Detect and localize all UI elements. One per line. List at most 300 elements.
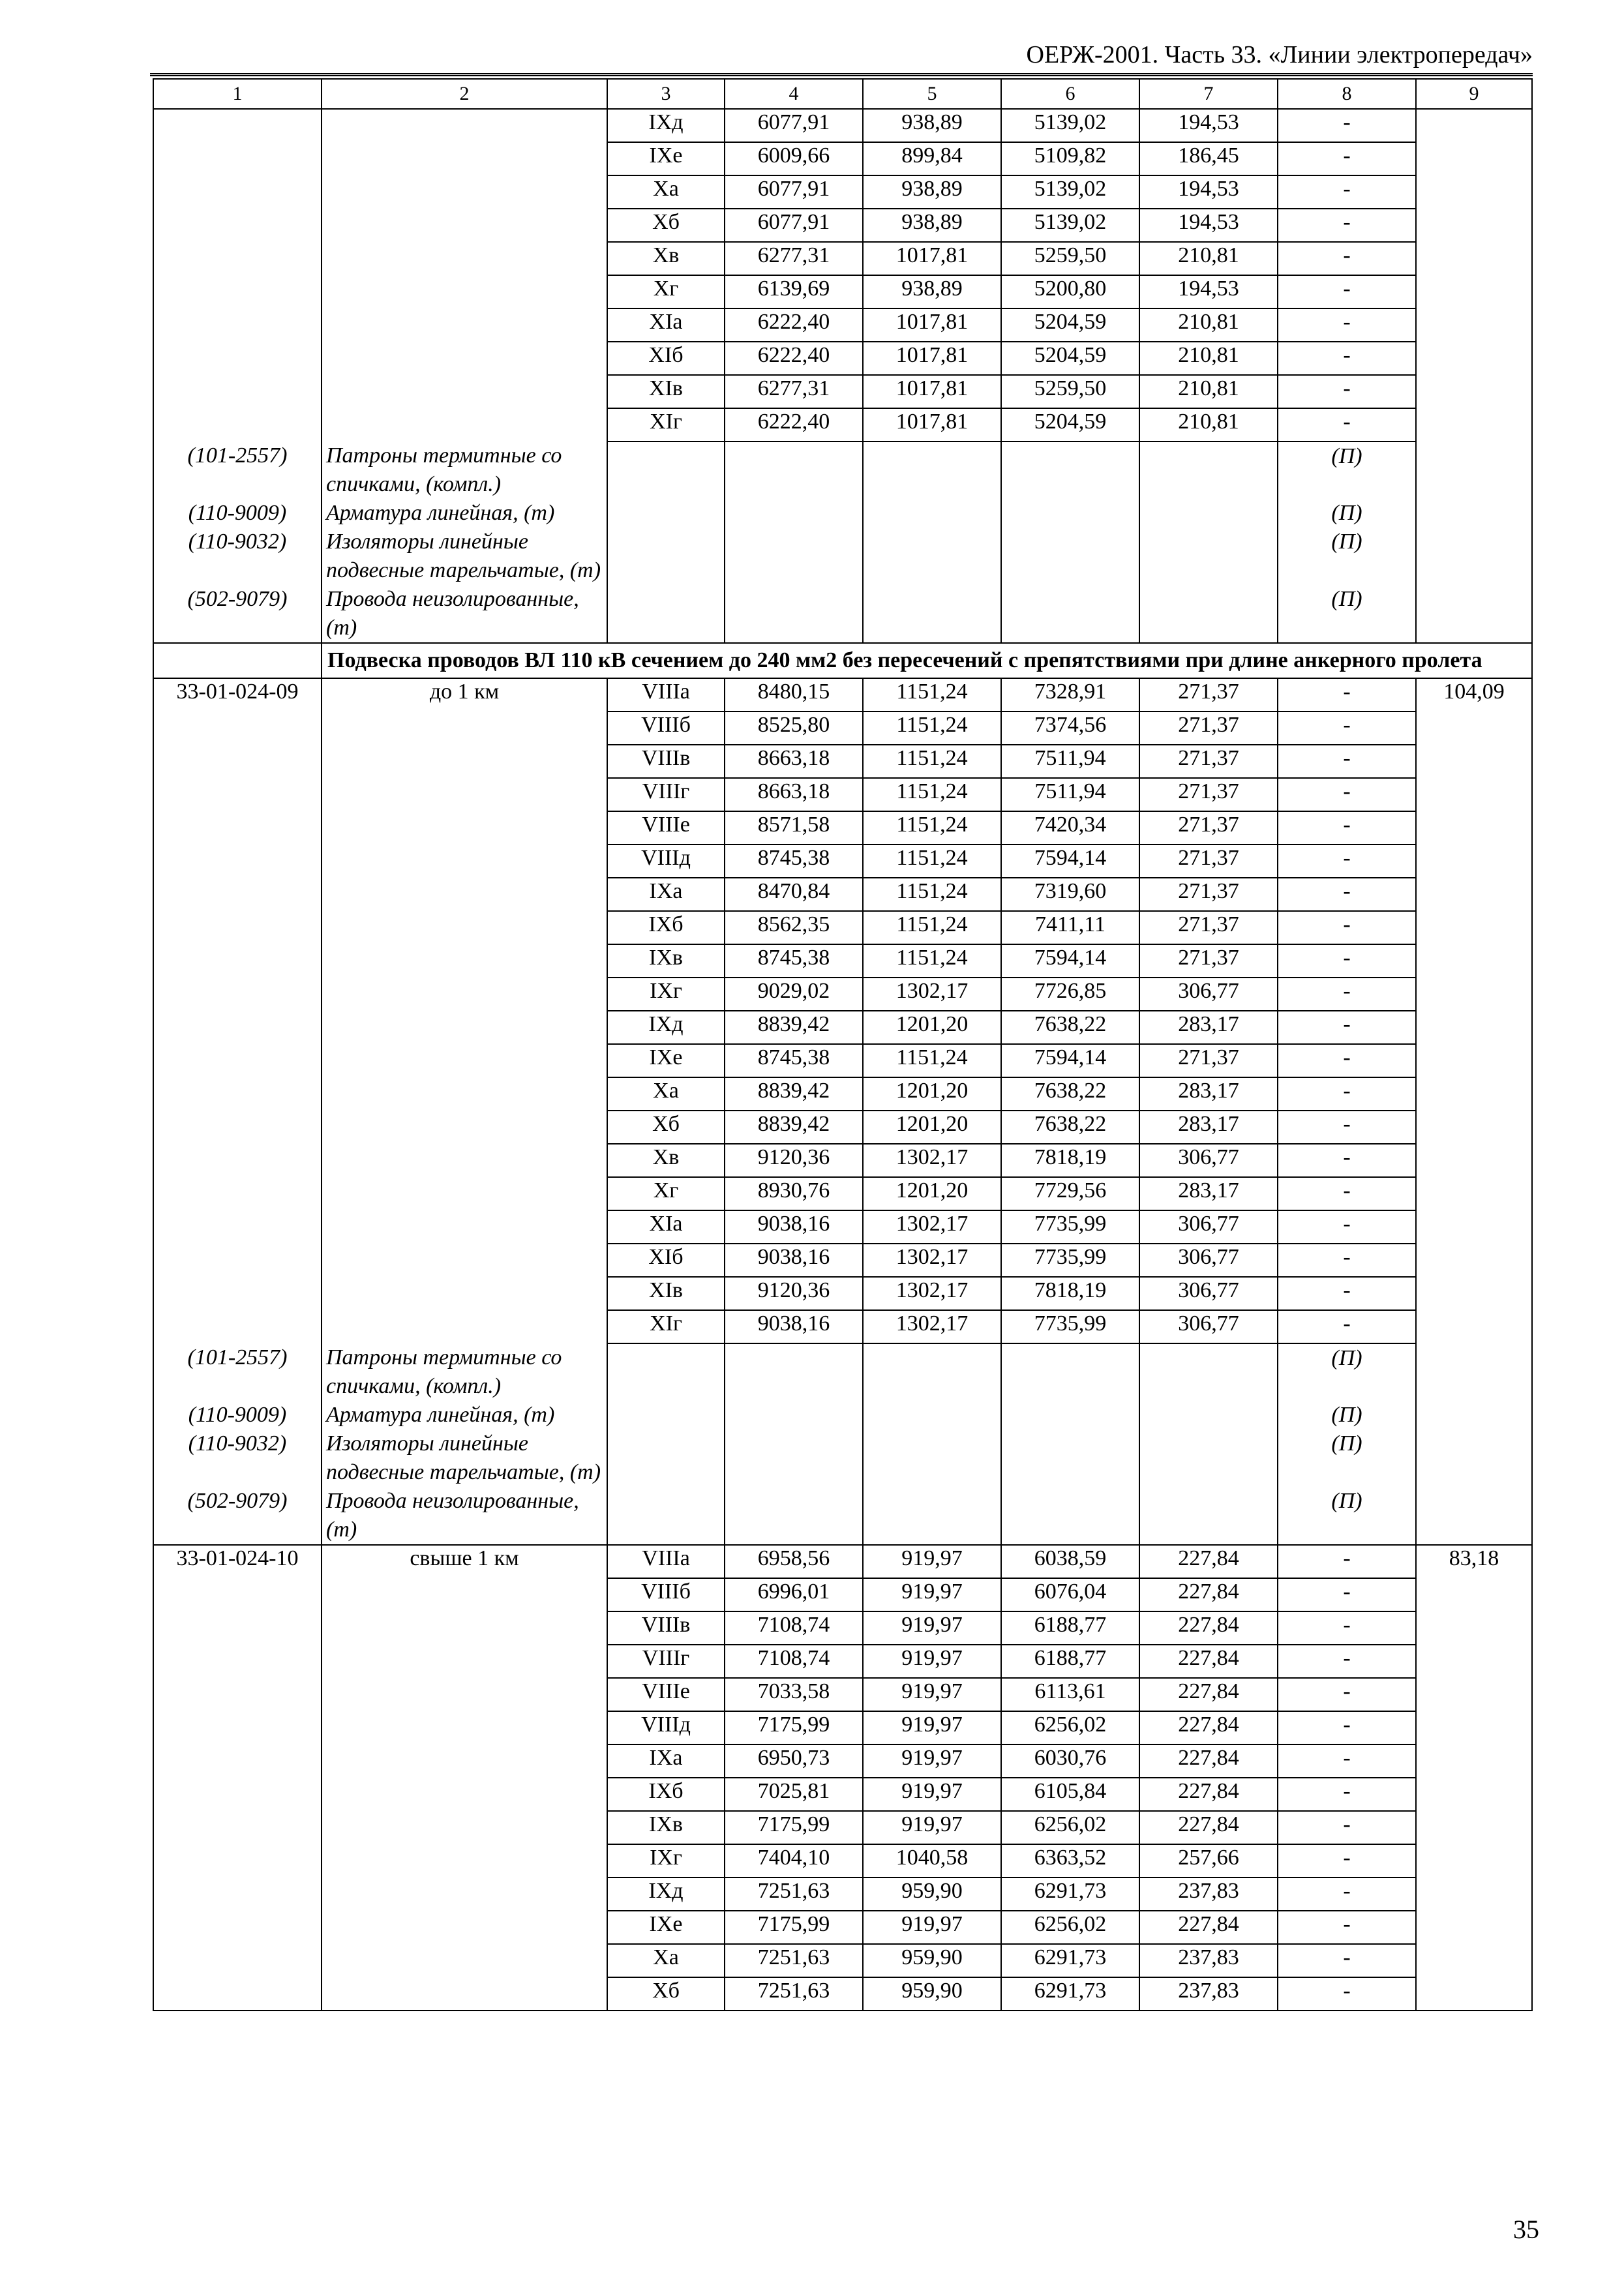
value-cell: IXв xyxy=(607,1811,725,1844)
material-mark-cell: (П) xyxy=(1278,585,1416,643)
value-cell: 257,66 xyxy=(1139,1844,1278,1878)
item-code-cell xyxy=(153,142,322,175)
coefficient-cell xyxy=(1416,1177,1532,1210)
item-name-cell xyxy=(322,778,607,811)
value-cell: 7638,22 xyxy=(1001,1011,1139,1044)
value-cell: - xyxy=(1278,275,1416,308)
empty-cell xyxy=(1416,585,1532,643)
table-row xyxy=(153,1177,1532,1210)
item-code-cell xyxy=(153,308,322,342)
material-mark-cell: (П) xyxy=(1278,1487,1416,1545)
value-cell: - xyxy=(1278,308,1416,342)
value-cell: 7108,74 xyxy=(725,1645,863,1678)
coefficient-cell xyxy=(1416,175,1532,209)
coefficient-cell: 104,09 xyxy=(1416,678,1532,711)
item-name-cell xyxy=(322,1878,607,1911)
material-code-cell: (110-9009) xyxy=(153,1401,322,1429)
coefficient-cell xyxy=(1416,1144,1532,1177)
empty-cell xyxy=(1001,499,1139,528)
value-cell: 306,77 xyxy=(1139,978,1278,1011)
value-cell: - xyxy=(1278,1177,1416,1210)
value-cell: VIIIв xyxy=(607,745,725,778)
empty-cell xyxy=(1139,1401,1278,1429)
value-cell: Xа xyxy=(607,1077,725,1111)
material-name-cell: Арматура линейная, (т) xyxy=(322,1401,607,1429)
value-cell: 7818,19 xyxy=(1001,1277,1139,1310)
table-row xyxy=(153,1578,1532,1611)
value-cell: IXд xyxy=(607,1878,725,1911)
empty-cell xyxy=(1416,1487,1532,1545)
coefficient-cell: 83,18 xyxy=(1416,1545,1532,1578)
value-cell: - xyxy=(1278,1277,1416,1310)
value-cell: Xг xyxy=(607,275,725,308)
value-cell: 6950,73 xyxy=(725,1744,863,1778)
item-name-cell xyxy=(322,1611,607,1645)
value-cell: 227,84 xyxy=(1139,1911,1278,1944)
value-cell: 8571,58 xyxy=(725,811,863,845)
value-cell: - xyxy=(1278,845,1416,878)
value-cell: 7511,94 xyxy=(1001,778,1139,811)
item-name-cell xyxy=(322,408,607,441)
item-code-cell xyxy=(153,745,322,778)
material-code-cell: (101-2557) xyxy=(153,1343,322,1401)
material-name-cell: Патроны термитные со спичками, (компл.) xyxy=(322,441,607,499)
value-cell: 237,83 xyxy=(1139,1977,1278,2011)
value-cell: - xyxy=(1278,1977,1416,2011)
item-code-cell xyxy=(153,1077,322,1111)
page-header-title: ОЕРЖ-2001. Часть 33. «Линии электропередач» xyxy=(1026,41,1533,68)
value-cell: 306,77 xyxy=(1139,1144,1278,1177)
value-cell: 8745,38 xyxy=(725,1044,863,1077)
coefficient-cell xyxy=(1416,1111,1532,1144)
rates-table xyxy=(153,78,1533,2011)
table-row xyxy=(153,308,1532,342)
item-code-cell xyxy=(153,911,322,944)
value-cell: - xyxy=(1278,242,1416,275)
value-cell: 8562,35 xyxy=(725,911,863,944)
value-cell: Xа xyxy=(607,175,725,209)
value-cell: 6139,69 xyxy=(725,275,863,308)
item-code-cell xyxy=(153,711,322,745)
material-row xyxy=(153,1429,1532,1487)
value-cell: 1201,20 xyxy=(863,1177,1001,1210)
material-mark-cell: (П) xyxy=(1278,1401,1416,1429)
empty-cell xyxy=(1416,1401,1532,1429)
value-cell: 237,83 xyxy=(1139,1944,1278,1977)
material-name-cell: Провода неизолированные, (т) xyxy=(322,1487,607,1545)
value-cell: 271,37 xyxy=(1139,745,1278,778)
value-cell: 6291,73 xyxy=(1001,1977,1139,2011)
table-row xyxy=(153,978,1532,1011)
table-row xyxy=(153,1111,1532,1144)
item-name-cell xyxy=(322,375,607,408)
material-row xyxy=(153,585,1532,643)
item-code-cell xyxy=(153,1944,322,1977)
value-cell: 899,84 xyxy=(863,142,1001,175)
value-cell: 271,37 xyxy=(1139,878,1278,911)
empty-cell xyxy=(863,1401,1001,1429)
empty-cell xyxy=(1001,441,1139,499)
coefficient-cell xyxy=(1416,242,1532,275)
value-cell: - xyxy=(1278,1111,1416,1144)
value-cell: 959,90 xyxy=(863,1944,1001,1977)
value-cell: VIIIа xyxy=(607,1545,725,1578)
material-mark-cell: (П) xyxy=(1278,528,1416,585)
empty-cell xyxy=(1139,585,1278,643)
value-cell: Xб xyxy=(607,1111,725,1144)
value-cell: - xyxy=(1278,1011,1416,1044)
value-cell: IXг xyxy=(607,1844,725,1878)
item-name-cell xyxy=(322,342,607,375)
empty-cell xyxy=(607,1487,725,1545)
value-cell: - xyxy=(1278,1077,1416,1111)
item-code-cell xyxy=(153,408,322,441)
value-cell: IXд xyxy=(607,1011,725,1044)
material-code-cell: (110-9032) xyxy=(153,1429,322,1487)
empty-cell xyxy=(153,643,322,678)
value-cell: 6222,40 xyxy=(725,308,863,342)
item-code-cell xyxy=(153,944,322,978)
material-code-cell: (502-9079) xyxy=(153,585,322,643)
column-number-cell: 4 xyxy=(725,79,863,109)
value-cell: 938,89 xyxy=(863,175,1001,209)
table-row xyxy=(153,242,1532,275)
value-cell: XIб xyxy=(607,1244,725,1277)
table-row xyxy=(153,1611,1532,1645)
value-cell: 9038,16 xyxy=(725,1210,863,1244)
table-row xyxy=(153,1044,1532,1077)
value-cell: 283,17 xyxy=(1139,1011,1278,1044)
value-cell: 7729,56 xyxy=(1001,1177,1139,1210)
material-name-cell: Провода неизолированные, (т) xyxy=(322,585,607,643)
coefficient-cell xyxy=(1416,978,1532,1011)
value-cell: 7735,99 xyxy=(1001,1210,1139,1244)
value-cell: 959,90 xyxy=(863,1878,1001,1911)
value-cell: 306,77 xyxy=(1139,1210,1278,1244)
value-cell: 1302,17 xyxy=(863,1277,1001,1310)
material-row xyxy=(153,441,1532,499)
material-mark-cell: (П) xyxy=(1278,441,1416,499)
empty-cell xyxy=(1001,528,1139,585)
value-cell: - xyxy=(1278,1044,1416,1077)
value-cell: 6291,73 xyxy=(1001,1944,1139,1977)
empty-cell xyxy=(607,441,725,499)
value-cell: - xyxy=(1278,911,1416,944)
value-cell: Xв xyxy=(607,242,725,275)
empty-cell xyxy=(1139,499,1278,528)
value-cell: 7638,22 xyxy=(1001,1077,1139,1111)
empty-cell xyxy=(725,1487,863,1545)
value-cell: 919,97 xyxy=(863,1611,1001,1645)
item-code-cell xyxy=(153,1011,322,1044)
value-cell: 210,81 xyxy=(1139,242,1278,275)
item-name-cell xyxy=(322,978,607,1011)
table-row xyxy=(153,1277,1532,1310)
value-cell: 7175,99 xyxy=(725,1711,863,1744)
value-cell: 7251,63 xyxy=(725,1944,863,1977)
value-cell: XIг xyxy=(607,408,725,441)
value-cell: 7726,85 xyxy=(1001,978,1139,1011)
item-name-cell xyxy=(322,1711,607,1744)
item-name-cell xyxy=(322,1277,607,1310)
material-name-cell: Изоляторы линейные подвесные тарельчатые, (т) xyxy=(322,528,607,585)
value-cell: 1017,81 xyxy=(863,342,1001,375)
value-cell: 227,84 xyxy=(1139,1578,1278,1611)
value-cell: XIа xyxy=(607,308,725,342)
table-row xyxy=(153,1678,1532,1711)
value-cell: 919,97 xyxy=(863,1744,1001,1778)
value-cell: 1201,20 xyxy=(863,1011,1001,1044)
value-cell: - xyxy=(1278,944,1416,978)
value-cell: - xyxy=(1278,1545,1416,1578)
item-code-cell xyxy=(153,1177,322,1210)
value-cell: VIIIд xyxy=(607,845,725,878)
value-cell: 8745,38 xyxy=(725,845,863,878)
empty-cell xyxy=(607,585,725,643)
value-cell: - xyxy=(1278,778,1416,811)
empty-cell xyxy=(863,1343,1001,1401)
material-mark-cell: (П) xyxy=(1278,1343,1416,1401)
item-code-cell xyxy=(153,1310,322,1343)
coefficient-cell xyxy=(1416,1811,1532,1844)
value-cell: 7328,91 xyxy=(1001,678,1139,711)
value-cell: 227,84 xyxy=(1139,1545,1278,1578)
value-cell: VIIIе xyxy=(607,1678,725,1711)
table-row xyxy=(153,1844,1532,1878)
value-cell: 271,37 xyxy=(1139,811,1278,845)
coefficient-cell xyxy=(1416,1611,1532,1645)
table-row xyxy=(153,944,1532,978)
material-name-cell: Изоляторы линейные подвесные тарельчатые, (т) xyxy=(322,1429,607,1487)
item-code-cell xyxy=(153,878,322,911)
value-cell: XIб xyxy=(607,342,725,375)
item-code-cell xyxy=(153,375,322,408)
table-row xyxy=(153,408,1532,441)
value-cell: VIIIб xyxy=(607,1578,725,1611)
value-cell: XIа xyxy=(607,1210,725,1244)
empty-cell xyxy=(863,1487,1001,1545)
item-name-cell xyxy=(322,209,607,242)
value-cell: - xyxy=(1278,745,1416,778)
item-code-cell xyxy=(153,1844,322,1878)
value-cell: 1302,17 xyxy=(863,1144,1001,1177)
item-code-cell xyxy=(153,978,322,1011)
value-cell: Xб xyxy=(607,209,725,242)
empty-cell xyxy=(725,1343,863,1401)
value-cell: 6958,56 xyxy=(725,1545,863,1578)
table-row xyxy=(153,1811,1532,1844)
value-cell: 271,37 xyxy=(1139,1044,1278,1077)
material-code-cell: (110-9009) xyxy=(153,499,322,528)
value-cell: 227,84 xyxy=(1139,1711,1278,1744)
item-code-cell xyxy=(153,1645,322,1678)
value-cell: - xyxy=(1278,1210,1416,1244)
item-code-cell xyxy=(153,1744,322,1778)
value-cell: 7511,94 xyxy=(1001,745,1139,778)
value-cell: - xyxy=(1278,209,1416,242)
value-cell: 959,90 xyxy=(863,1977,1001,2011)
table-row xyxy=(153,745,1532,778)
value-cell: 194,53 xyxy=(1139,175,1278,209)
table-row xyxy=(153,1077,1532,1111)
value-cell: - xyxy=(1278,1878,1416,1911)
item-name-cell xyxy=(322,1011,607,1044)
value-cell: 227,84 xyxy=(1139,1811,1278,1844)
empty-cell xyxy=(1139,1429,1278,1487)
item-name-cell xyxy=(322,1578,607,1611)
value-cell: 7404,10 xyxy=(725,1844,863,1878)
empty-cell xyxy=(725,441,863,499)
item-name-cell xyxy=(322,1678,607,1711)
value-cell: - xyxy=(1278,1844,1416,1878)
item-name-cell xyxy=(322,1645,607,1678)
coefficient-cell xyxy=(1416,1011,1532,1044)
item-code-cell: 33-01-024-09 xyxy=(153,678,322,711)
column-number-cell: 8 xyxy=(1278,79,1416,109)
table-row xyxy=(153,1645,1532,1678)
value-cell: VIIIа xyxy=(607,678,725,711)
empty-cell xyxy=(607,1429,725,1487)
coefficient-cell xyxy=(1416,1911,1532,1944)
value-cell: 227,84 xyxy=(1139,1778,1278,1811)
value-cell: IXа xyxy=(607,878,725,911)
value-cell: 1151,24 xyxy=(863,1044,1001,1077)
value-cell: 6009,66 xyxy=(725,142,863,175)
value-cell: 306,77 xyxy=(1139,1310,1278,1343)
value-cell: 1201,20 xyxy=(863,1077,1001,1111)
table-row xyxy=(153,878,1532,911)
value-cell: 938,89 xyxy=(863,275,1001,308)
value-cell: Xб xyxy=(607,1977,725,2011)
value-cell: Xа xyxy=(607,1944,725,1977)
table-row xyxy=(153,1210,1532,1244)
value-cell: 6222,40 xyxy=(725,408,863,441)
coefficient-cell xyxy=(1416,408,1532,441)
value-cell: 9038,16 xyxy=(725,1244,863,1277)
value-cell: - xyxy=(1278,1578,1416,1611)
value-cell: 919,97 xyxy=(863,1545,1001,1578)
item-name-cell xyxy=(322,109,607,142)
item-code-cell xyxy=(153,109,322,142)
item-code-cell xyxy=(153,845,322,878)
coefficient-cell xyxy=(1416,911,1532,944)
value-cell: 194,53 xyxy=(1139,209,1278,242)
item-code-cell xyxy=(153,1611,322,1645)
item-name-cell xyxy=(322,1977,607,2011)
item-name-cell xyxy=(322,745,607,778)
value-cell: 5204,59 xyxy=(1001,408,1139,441)
coefficient-cell xyxy=(1416,944,1532,978)
value-cell: 5200,80 xyxy=(1001,275,1139,308)
value-cell: 6077,91 xyxy=(725,109,863,142)
item-code-cell xyxy=(153,1277,322,1310)
coefficient-cell xyxy=(1416,1977,1532,2011)
empty-cell xyxy=(863,441,1001,499)
value-cell: 7818,19 xyxy=(1001,1144,1139,1177)
value-cell: 919,97 xyxy=(863,1711,1001,1744)
value-cell: 6256,02 xyxy=(1001,1711,1139,1744)
value-cell: 306,77 xyxy=(1139,1277,1278,1310)
value-cell: 1151,24 xyxy=(863,778,1001,811)
value-cell: 7025,81 xyxy=(725,1778,863,1811)
table-row xyxy=(153,778,1532,811)
value-cell: 8480,15 xyxy=(725,678,863,711)
item-name-cell xyxy=(322,1911,607,1944)
coefficient-cell xyxy=(1416,745,1532,778)
item-name-cell xyxy=(322,275,607,308)
value-cell: 1151,24 xyxy=(863,711,1001,745)
item-name-cell xyxy=(322,811,607,845)
value-cell: 306,77 xyxy=(1139,1244,1278,1277)
value-cell: 919,97 xyxy=(863,1911,1001,1944)
value-cell: 8839,42 xyxy=(725,1011,863,1044)
value-cell: 7735,99 xyxy=(1001,1244,1139,1277)
item-code-cell xyxy=(153,175,322,209)
value-cell: 271,37 xyxy=(1139,778,1278,811)
value-cell: 1302,17 xyxy=(863,978,1001,1011)
empty-cell xyxy=(607,1401,725,1429)
item-name-cell xyxy=(322,1144,607,1177)
item-code-cell xyxy=(153,1711,322,1744)
value-cell: - xyxy=(1278,1811,1416,1844)
value-cell: 919,97 xyxy=(863,1778,1001,1811)
value-cell: 6256,02 xyxy=(1001,1811,1139,1844)
table-row xyxy=(153,711,1532,745)
value-cell: IXв xyxy=(607,944,725,978)
table-row xyxy=(153,375,1532,408)
coefficient-cell xyxy=(1416,878,1532,911)
coefficient-cell xyxy=(1416,845,1532,878)
value-cell: 5139,02 xyxy=(1001,175,1139,209)
value-cell: 1302,17 xyxy=(863,1310,1001,1343)
item-name-cell xyxy=(322,911,607,944)
item-code-cell xyxy=(153,1210,322,1244)
value-cell: 1151,24 xyxy=(863,811,1001,845)
coefficient-cell xyxy=(1416,1878,1532,1911)
value-cell: - xyxy=(1278,408,1416,441)
coefficient-cell xyxy=(1416,308,1532,342)
empty-cell xyxy=(1416,1429,1532,1487)
value-cell: IXб xyxy=(607,911,725,944)
value-cell: Xг xyxy=(607,1177,725,1210)
value-cell: 6076,04 xyxy=(1001,1578,1139,1611)
value-cell: 1017,81 xyxy=(863,408,1001,441)
value-cell: 8745,38 xyxy=(725,944,863,978)
value-cell: 237,83 xyxy=(1139,1878,1278,1911)
item-code-cell xyxy=(153,1977,322,2011)
value-cell: XIг xyxy=(607,1310,725,1343)
value-cell: 1302,17 xyxy=(863,1244,1001,1277)
value-cell: 7108,74 xyxy=(725,1611,863,1645)
column-number-cell: 9 xyxy=(1416,79,1532,109)
coefficient-cell xyxy=(1416,109,1532,142)
column-number-cell: 6 xyxy=(1001,79,1139,109)
value-cell: - xyxy=(1278,342,1416,375)
value-cell: 7251,63 xyxy=(725,1878,863,1911)
empty-cell xyxy=(725,499,863,528)
value-cell: IXе xyxy=(607,1911,725,1944)
value-cell: - xyxy=(1278,811,1416,845)
section-title-row xyxy=(153,643,1532,678)
value-cell: 6038,59 xyxy=(1001,1545,1139,1578)
value-cell: XIв xyxy=(607,375,725,408)
table-row xyxy=(153,911,1532,944)
value-cell: 7175,99 xyxy=(725,1911,863,1944)
value-cell: IXе xyxy=(607,1044,725,1077)
value-cell: Xв xyxy=(607,1144,725,1177)
table-row xyxy=(153,275,1532,308)
value-cell: 8470,84 xyxy=(725,878,863,911)
